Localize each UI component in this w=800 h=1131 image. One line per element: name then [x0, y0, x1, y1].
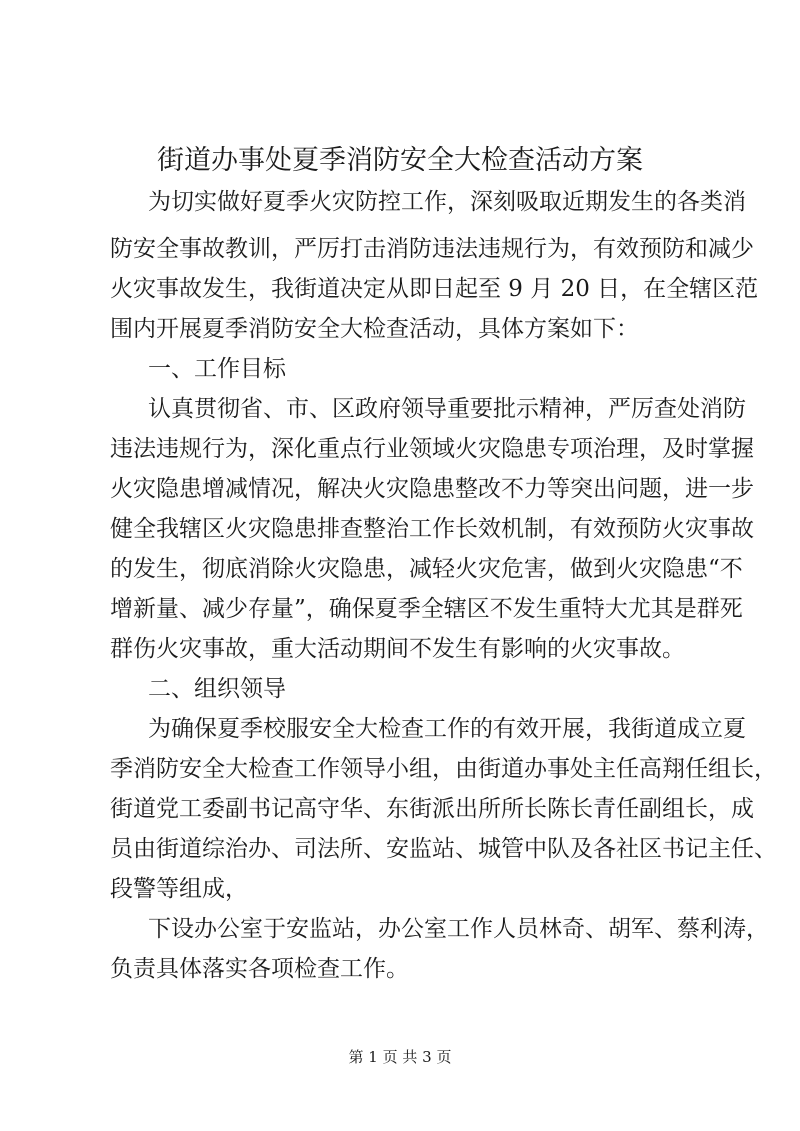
- paragraph-line: 段警等组成，: [110, 876, 248, 902]
- paragraph-line: 群伤火灾事故，重大活动期间不发生有影响的火灾事故。: [110, 636, 685, 662]
- paragraph-line: 增新量、减少存量”，确保夏季全辖区不发生重特大尤其是群死: [110, 596, 743, 622]
- document-title: 街道办事处夏季消防安全大检查活动方案: [157, 145, 643, 176]
- paragraph-line: 员由街道综治办、司法所、安监站、城管中队及各社区书记主任、: [110, 836, 777, 862]
- section-heading: 一、工作目标: [148, 356, 286, 382]
- paragraph-line: 下设办公室于安监站，办公室工作人员林奇、胡军、蔡利涛，: [148, 916, 769, 942]
- paragraph-line: 季消防安全大检查工作领导小组，由街道办事处主任高翔任组长，: [110, 756, 777, 782]
- paragraph-line: 为切实做好夏季火灾防控工作，深刻吸取近期发生的各类消: [148, 189, 746, 215]
- section-heading: 二、组织领导: [148, 676, 286, 702]
- paragraph-line: 街道党工委副书记高守华、东街派出所所长陈长青任副组长，成: [110, 796, 754, 822]
- paragraph-line: 违法违规行为，深化重点行业领域火灾隐患专项治理，及时掌握: [110, 436, 754, 462]
- paragraph-line: 火灾事故发生，我街道决定从即日起至 9 月 20 日，在全辖区范: [110, 276, 759, 302]
- paragraph-line: 防安全事故教训，严厉打击消防违法违规行为，有效预防和减少: [110, 236, 754, 262]
- paragraph-line: 负责具体落实各项检查工作。: [110, 956, 409, 982]
- page-footer: 第 1 页 共 3 页: [348, 1048, 452, 1066]
- paragraph-line: 围内开展夏季消防安全大检查活动，具体方案如下：: [110, 316, 639, 342]
- paragraph-line: 健全我辖区火灾隐患排查整治工作长效机制，有效预防火灾事故: [110, 516, 754, 542]
- paragraph-line: 火灾隐患增减情况，解决火灾隐患整改不力等突出问题，进一步: [110, 476, 754, 502]
- paragraph-line: 认真贯彻省、市、区政府领导重要批示精神，严厉查处消防: [148, 396, 746, 422]
- paragraph-line: 为确保夏季校服安全大检查工作的有效开展，我街道成立夏: [148, 716, 746, 742]
- paragraph-line: 的发生，彻底消除火灾隐患，减轻火灾危害，做到火灾隐患“不: [110, 556, 743, 582]
